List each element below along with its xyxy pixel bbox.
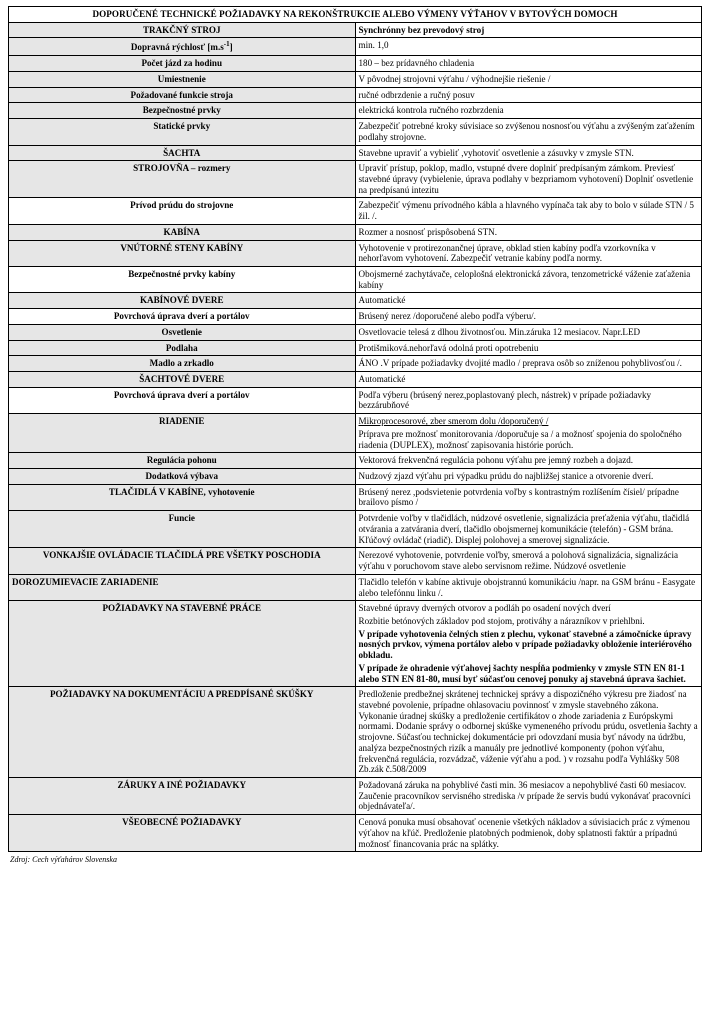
table-row: [9, 38, 702, 56]
table-row: [9, 778, 702, 815]
row-value: [355, 453, 702, 469]
row-label: POŽIADAVKY NA DOKUMENTÁCIU A PREDPÍSANÉ SKÚŠKY: [9, 687, 356, 778]
table-row: [9, 145, 702, 161]
row-value-paragraph: elektrická kontrola ručného rozbrzdenia: [358, 105, 504, 116]
table-row: [9, 56, 702, 72]
table-row: [9, 87, 702, 103]
row-value-paragraph: Podľa výberu (brúsený nerez,poplastovaný plech, nástrek) v prípade požiadavky bezzárubňové: [358, 389, 652, 411]
row-value-paragraph: Obojsmerné zachytávače, celoplošná elektronická závora, tenzometrické váženie zaťaženia kabíny: [358, 268, 691, 290]
row-value: [355, 511, 702, 548]
row-value: [355, 414, 702, 453]
row-value: [355, 38, 702, 56]
row-label: Počet jázd za hodinu: [9, 56, 356, 72]
row-value: [355, 778, 702, 815]
row-value-paragraph: ručné odbrzdenie a ručný posuv: [358, 89, 475, 100]
row-value: [355, 574, 702, 600]
page-title: DOPORUČENÉ TECHNICKÉ POŽIADAVKY NA REKONŠTRUKCIE ALEBO VÝMENY VÝŤAHOV V BYTOVÝCH DOMOCH: [9, 7, 702, 23]
table-row: [9, 240, 702, 266]
table-row: [9, 484, 702, 510]
row-value-paragraph: Potvrdenie voľby v tlačidlách, núdzové osvetlenie, signalizácia preťaženia výťahu, tlačidlá otvárania a zatvárania dverí, tlačidlo obojsmernej komunikácie (telefón) - GSM brána. Kľúčový ovládač (riadič). Displej polohovej a smerovej signalizácie.: [358, 513, 690, 545]
row-label: Požadované funkcie stroja: [9, 87, 356, 103]
row-value-paragraph: Stavebne upraviť a vybieliť ,vyhotoviť osvetlenie a zásuvky v zmysle STN.: [358, 147, 634, 158]
row-value: [355, 548, 702, 574]
table-row: [9, 293, 702, 309]
row-label: Bezpečnostné prvky kabíny: [9, 266, 356, 292]
row-value-paragraph: Príprava pre možnosť monitorovania /doporučuje sa / a možnosť spojenia do spoločného riadenia (DUPLEX), možnosť zapisovania histórie porúch.: [358, 428, 682, 450]
table-row: [9, 815, 702, 852]
row-value-paragraph: V prípade že ohradenie výťahovej šachty nespĺňa podmienky v zmysle STN EN 81-1 alebo STN EN 81-80, musí byť súčasťou cenovej ponuky aj stavebná úprava šachiet.: [358, 662, 686, 684]
row-value: [355, 340, 702, 356]
title-row: [9, 7, 702, 23]
row-value: [355, 161, 702, 198]
row-label: ZÁRUKY A INÉ POŽIADAVKY: [9, 778, 356, 815]
row-value-paragraph: Rozbitie betónových základov pod stojom, protiváhy a nárazníkov v priehlbni.: [358, 615, 645, 626]
row-label: DOROZUMIEVACIE ZARIADENIE: [9, 574, 356, 600]
row-label: STROJOVŇA – rozmery: [9, 161, 356, 198]
row-value-paragraph: Mikroprocesorové, zber smerom dolu /doporučený /: [358, 416, 549, 427]
row-value: [355, 484, 702, 510]
row-value-paragraph: Brúsený nerez /doporučené alebo podľa výberu/.: [358, 311, 536, 322]
table-row: [9, 198, 702, 224]
row-label: Dodatková výbava: [9, 469, 356, 485]
row-label: ŠACHTOVÉ DVERE: [9, 372, 356, 388]
table-row: [9, 548, 702, 574]
row-label: Podlaha: [9, 340, 356, 356]
row-value-paragraph: min. 1,0: [358, 40, 389, 51]
row-value-paragraph: Stavebné úpravy dverných otvorov a podláh po osadení nových dverí: [358, 603, 611, 614]
table-row: [9, 511, 702, 548]
table-row: [9, 453, 702, 469]
row-label: TLAČIDLÁ V KABÍNE, vyhotovenie: [9, 484, 356, 510]
table-row: [9, 340, 702, 356]
requirements-table: [8, 6, 702, 852]
row-value-paragraph: Zabezpečiť potrebné kroky súvisiace so zvýšenou nosnosťou výťahu a zvýšeným zaťažením podlahy strojovne.: [358, 121, 695, 142]
row-value-paragraph: 180 – bez prídavného chladenia: [358, 58, 475, 69]
table-row: [9, 266, 702, 292]
table-row: [9, 414, 702, 453]
table-row: [9, 71, 702, 87]
row-value: [355, 601, 702, 687]
table-row: [9, 469, 702, 485]
row-value: [355, 145, 702, 161]
table-row: [9, 224, 702, 240]
row-label: Prívod prúdu do strojovne: [9, 198, 356, 224]
row-label: Dopravná rýchlosť $[m.s^{-1}]$: [9, 38, 356, 56]
row-value: [355, 324, 702, 340]
row-value-paragraph: V prípade vyhotovenia čelných stien z plechu, vykonať stavebné a zámočnícke úpravy nosných prvkov, výmena portálov alebo v prípade požiadavky obloženie interiérového obkladu.: [358, 628, 692, 661]
row-value: [355, 71, 702, 87]
row-label: Povrchová úprava dverí a portálov: [9, 309, 356, 325]
row-value: [355, 469, 702, 485]
row-value-paragraph: Nudzový zjazd výťahu pri výpadku prúdu do najbližšej stanice a otvorenie dverí.: [358, 471, 654, 482]
table-row: [9, 309, 702, 325]
table-row: [9, 119, 702, 145]
row-value: [355, 372, 702, 388]
row-label: VNÚTORNÉ STENY KABÍNY: [9, 240, 356, 266]
row-label: ŠACHTA: [9, 145, 356, 161]
table-row: [9, 324, 702, 340]
row-value-paragraph: Brúsený nerez ,podsvietenie potvrdenia voľby s kontrastným rozlíšením čísiel/ prípadne brailovo písmo /: [358, 486, 679, 508]
row-label: Bezpečnostné prvky: [9, 103, 356, 119]
row-value: [355, 356, 702, 372]
row-value-paragraph: Vyhotovenie v protirezonančnej úprave, obklad stien kabíny podľa vzorkovníka v nehorľavom vyhotovení. Zabezpečiť vetranie kabíny podľa normy.: [358, 242, 656, 264]
row-value-paragraph: Nerezové vyhotovenie, potvrdenie voľby, smerová a polohová signalizácia, signalizácia výťahu v poruchovom stave alebo servisnom režime. Núdzové osvetlenie: [358, 550, 679, 572]
row-value-paragraph: Osvetlovacie telesá z dlhou životnosťou. Min.záruka 12 mesiacov. Napr.LED: [358, 326, 641, 337]
row-value: [355, 309, 702, 325]
row-value: [355, 293, 702, 309]
row-value-paragraph: Upraviť prístup, poklop, madlo, vstupné dvere doplniť predpísaným zámkom. Previesť stavebné úpravy (vybielenie, úprava podlahy v bezpriamom vyhotovení) Doplniť osvetlenie na predpísanú intezitu: [358, 163, 694, 195]
row-label: Funcie: [9, 511, 356, 548]
row-label: Statické prvky: [9, 119, 356, 145]
table-body: [9, 7, 702, 852]
row-value-paragraph: Vektorová frekvenčná regulácia pohonu výťahu pre jemný rozbeh a dojazd.: [358, 455, 634, 466]
row-label: Umiestnenie: [9, 71, 356, 87]
row-value-paragraph: V pôvodnej strojovni výťahu / výhodnejšie riešenie /: [358, 73, 551, 84]
row-label: Madlo a zrkadlo: [9, 356, 356, 372]
table-row: [9, 372, 702, 388]
row-value-paragraph: Synchrónny bez prevodový stroj: [358, 24, 485, 35]
row-value: [355, 56, 702, 72]
row-value: [355, 198, 702, 224]
row-label: KABÍNA: [9, 224, 356, 240]
row-label: Regulácia pohonu: [9, 453, 356, 469]
row-label: Osvetlenie: [9, 324, 356, 340]
row-value: [355, 240, 702, 266]
row-value-paragraph: Automatické: [358, 295, 406, 306]
row-label: KABÍNOVÉ DVERE: [9, 293, 356, 309]
row-label: VŠEOBECNÉ POŽIADAVKY: [9, 815, 356, 852]
row-value: [355, 815, 702, 852]
row-label: VONKAJŠIE OVLÁDACIE TLAČIDLÁ PRE VŠETKY POSCHODIA: [9, 548, 356, 574]
table-row: [9, 574, 702, 600]
table-row: [9, 387, 702, 413]
row-value-paragraph: ÁNO .V prípade požiadavky dvojité madlo / preprava osôb so zníženou pohyblivosťou /.: [358, 358, 682, 369]
table-row: [9, 161, 702, 198]
row-value-paragraph: Rozmer a nosnosť prispôsobená STN.: [358, 226, 498, 237]
row-value-paragraph: Automatické: [358, 374, 406, 384]
table-row: [9, 103, 702, 119]
row-label: POŽIADAVKY NA STAVEBNÉ PRÁCE: [9, 601, 356, 687]
row-value: [355, 103, 702, 119]
row-value: [355, 224, 702, 240]
table-row: [9, 22, 702, 38]
row-value-paragraph: Cenová ponuka musí obsahovať ocenenie všetkých nákladov a súvisiacich prác z výmenou výťahov na kľúč. Predloženie platobných podmienok, doby splatnosti faktúr a prípadnú možnosť financovania prác na splátky.: [358, 817, 690, 849]
row-value-paragraph: Tlačidlo telefón v kabíne aktivuje obojstrannú komunikáciu /napr. na GSM bránu - Easygate alebo telefónnu linku /.: [358, 576, 696, 598]
table-row: [9, 601, 702, 687]
row-value: [355, 387, 702, 413]
table-row: [9, 687, 702, 778]
row-value: [355, 87, 702, 103]
row-value: [355, 22, 702, 38]
row-value: [355, 266, 702, 292]
row-value-paragraph: Protišmiková.nehorľavá odolná proti opotrebeniu: [358, 342, 539, 353]
row-value: [355, 119, 702, 145]
table-row: [9, 356, 702, 372]
source-note: Zdroj: Cech výťahárov Slovenska: [10, 855, 117, 865]
row-value-paragraph: Predloženie predbežnej skrátenej technickej správy a dispozičného výkresu pre žiadosť na stavebné povolenie, prípadne ohlasovaciu povinnosť v zmysle stavebného zákona. Vykonanie úradnej skúšky a predloženie certifikátov o zhode zariadenia z Európskymi normami. Dodanie správy o odbornej skúške vymeneného prívodu prúdu, osvetlenia šachty a strojovne. Súčasťou technickej dokumentácie pri odovzdaní musia byť návody na údržbu, analýza bezpečnostných rizík a manuály pre jednotlivé komponenty (pohon výťahu, frekvenčná regulácia, rozvádzač, váženie výťahu a pod. ) v rozsahu podľa Vyhlášky 508 Zb.zák č.508/2009: [358, 689, 698, 775]
row-label: TRAKČNÝ STROJ: [9, 22, 356, 38]
row-label: Povrchová úprava dverí a portálov: [9, 387, 356, 413]
row-label: RIADENIE: [9, 414, 356, 453]
row-value-paragraph: Zabezpečiť výmenu prívodného kábla a hlavného vypínača tak aby to bolo v súlade STN / 5 žil. /.: [358, 200, 694, 222]
row-value-paragraph: Požadovaná záruka na pohyblivé časti min. 36 mesiacov a nepohyblivé časti 60 mesiacov. Zaučenie pracovníkov servisného strediska /v prípade že servis budú vykonávať pracovníci objednávateľa/.: [358, 780, 691, 812]
row-value: [355, 687, 702, 778]
